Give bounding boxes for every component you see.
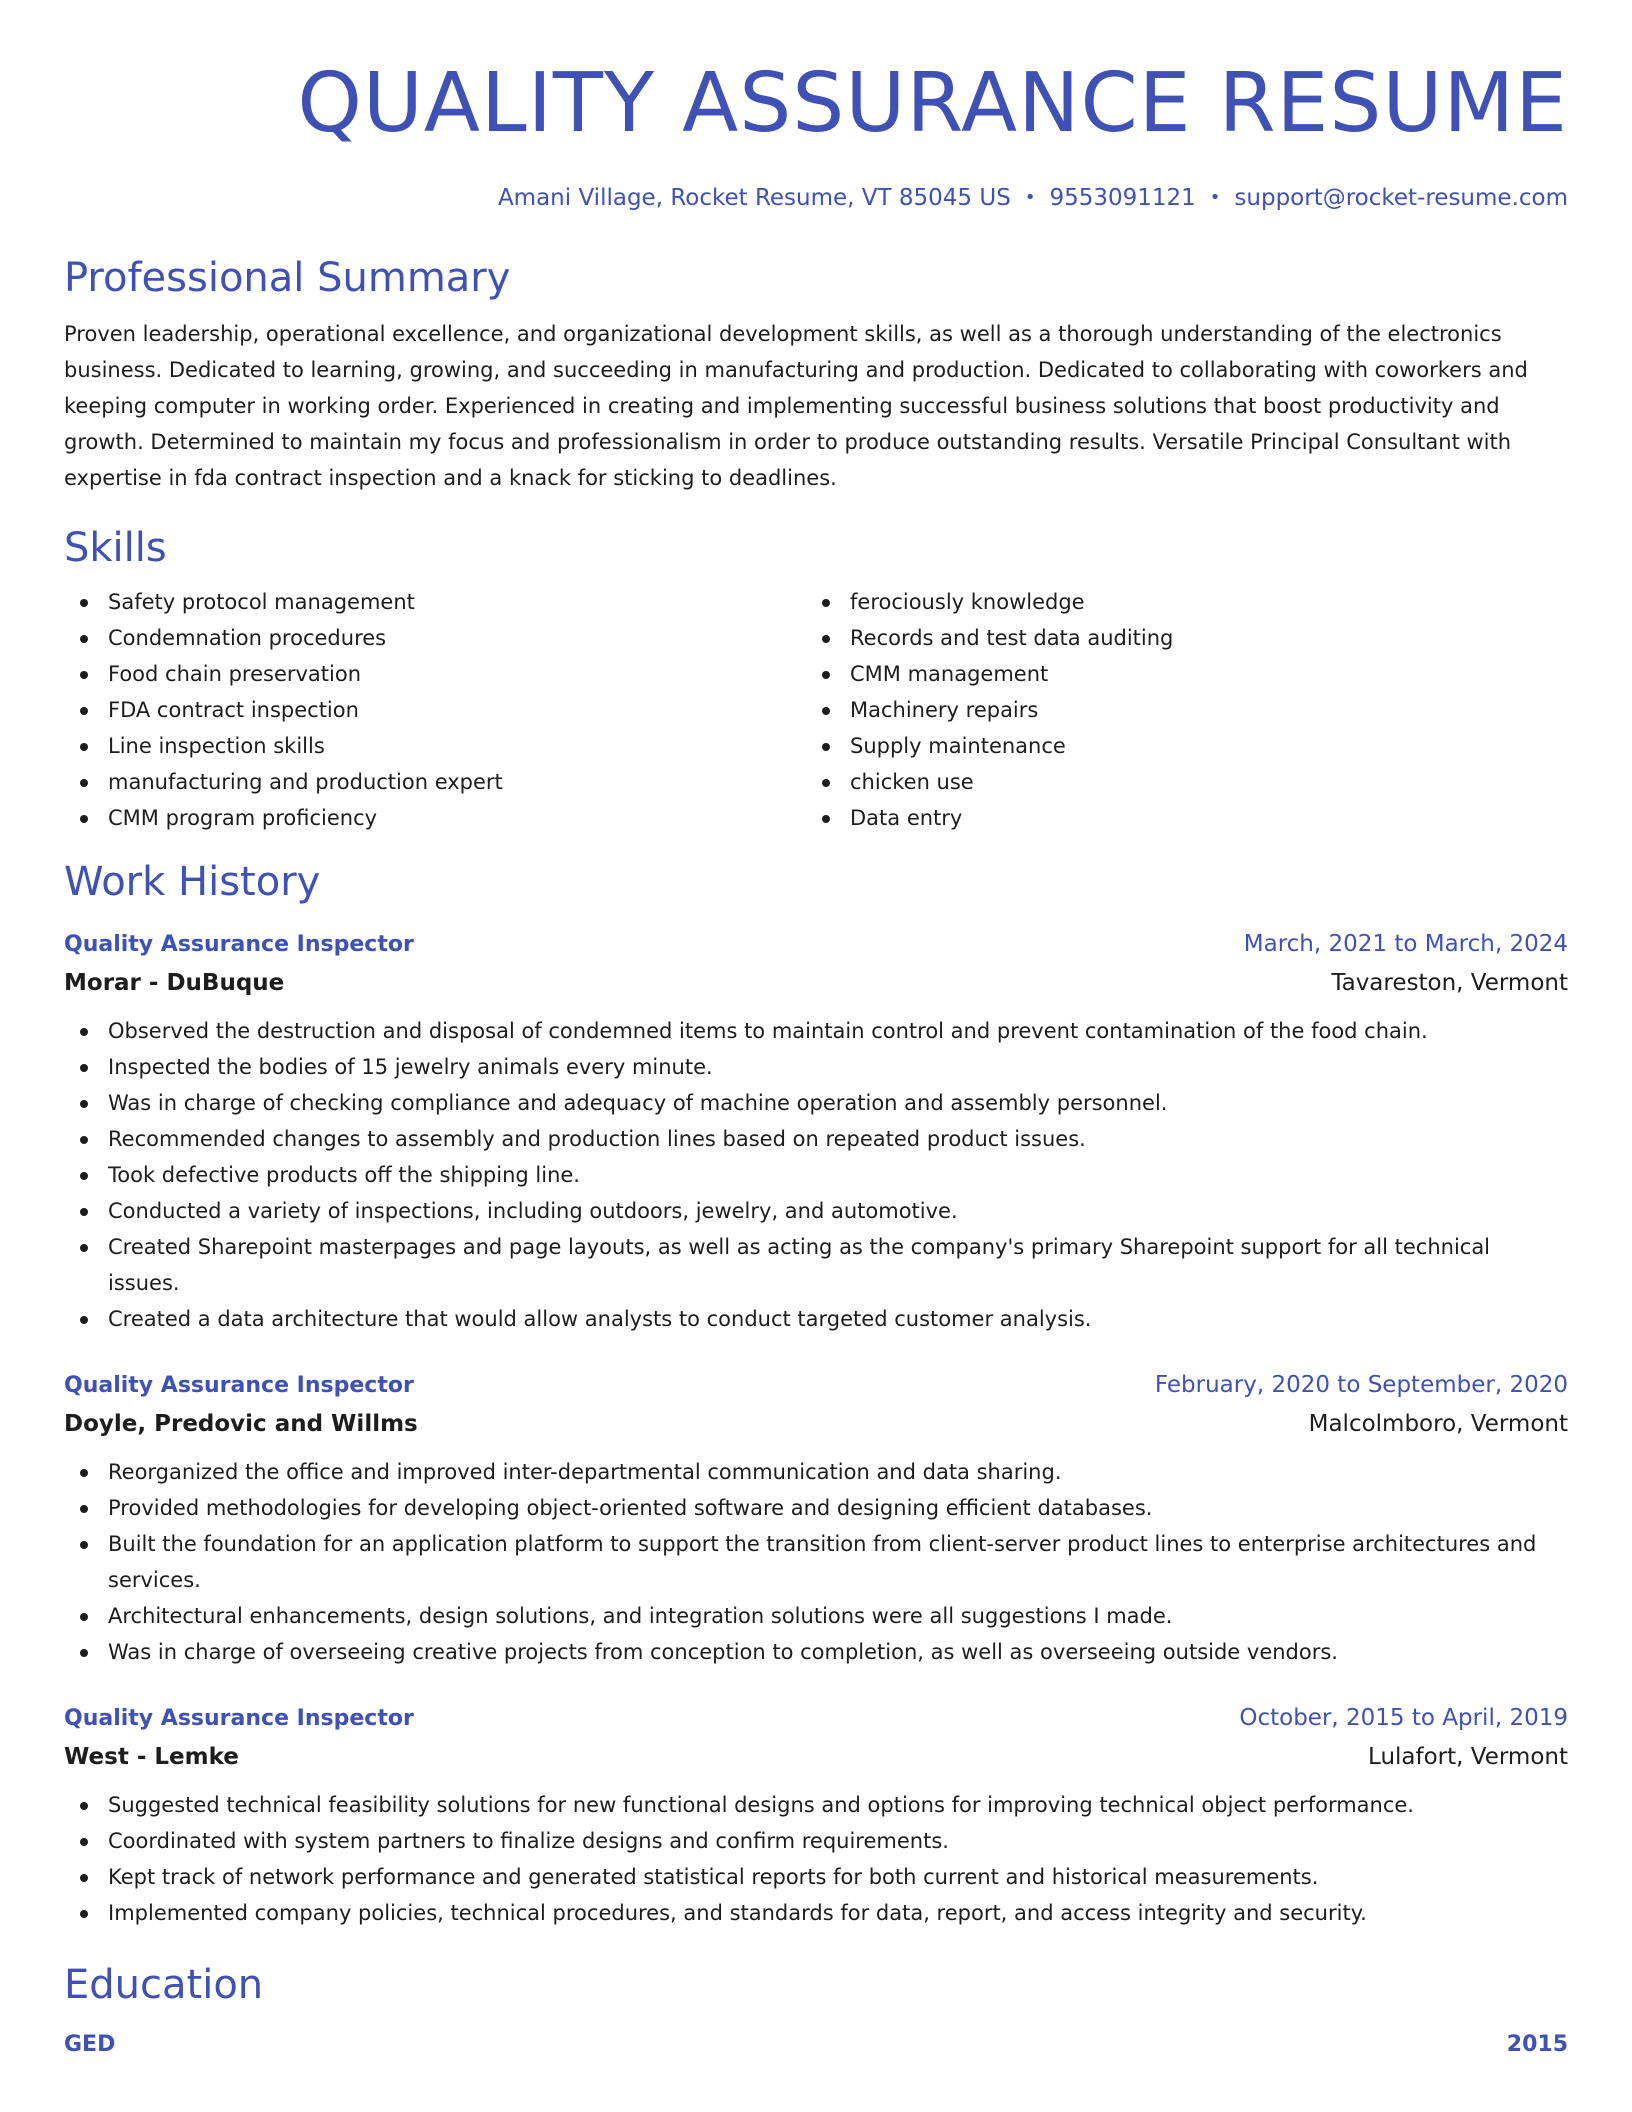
job-bullet: Reorganized the office and improved inter-departmental communication and data sharing. (64, 1454, 1568, 1490)
job-bullets (64, 1787, 1568, 1931)
skill-item: Line inspection skills (64, 728, 806, 764)
job-bullet: Implemented company policies, technical procedures, and standards for data, report, and access integrity and security. (64, 1895, 1568, 1931)
job-bullet: Created a data architecture that would allow analysts to conduct targeted customer analysis. (64, 1301, 1568, 1337)
summary-text: Proven leadership, operational excellence, and organizational development skills, as well as a thorough understanding of the electronics business. Dedicated to learning, growing, and succeeding in manufacturing and production. Dedicated to collaborating with coworkers and keeping computer in working order. Experienced in creating and implementing successful business solutions that boost productivity and growth. Determined to maintain my focus and professionalism in order to produce outstanding results. Versatile Principal Consultant with expertise in fda contract inspection and a knack for sticking to deadlines. (64, 322, 1528, 490)
skill-item: ferociously knowledge (806, 584, 1548, 620)
education-heading: Education (64, 1962, 264, 2008)
contact-email: support@rocket-resume.com (1234, 185, 1568, 211)
job-bullet: Architectural enhancements, design solutions, and integration solutions were all suggestions I made. (64, 1598, 1568, 1634)
contact-separator: • (1209, 187, 1221, 208)
contact-phone: 9553091121 (1049, 185, 1196, 211)
education-degree: GED (64, 2032, 116, 2057)
job-bullet: Suggested technical feasibility solutions for new functional designs and options for improving technical object performance. (64, 1787, 1568, 1823)
job-bullet: Created Sharepoint masterpages and page layouts, as well as acting as the company's primary Sharepoint support for all technical issues. (64, 1229, 1568, 1301)
job-header (64, 926, 1568, 963)
job-dates: October, 2015 to April, 2019 (1239, 1705, 1568, 1731)
education-year: 2015 (1506, 2032, 1568, 2057)
work-history-heading: Work History (64, 859, 321, 905)
skill-item: CMM program proficiency (64, 800, 806, 836)
job-company: Doyle, Predovic and Willms (64, 1411, 418, 1437)
job-location: Lulafort, Vermont (1368, 1744, 1568, 1770)
skill-item: manufacturing and production expert (64, 764, 806, 800)
job-bullet: Observed the destruction and disposal of condemned items to maintain control and prevent contamination of the food chain. (64, 1013, 1568, 1049)
job-bullet: Was in charge of checking compliance and adequacy of machine operation and assembly personnel. (64, 1085, 1568, 1121)
skill-item: Data entry (806, 800, 1548, 836)
job-bullets (64, 1013, 1568, 1337)
job-subheader (64, 1404, 1568, 1444)
job-bullet: Conducted a variety of inspections, including outdoors, jewelry, and automotive. (64, 1193, 1568, 1229)
resume-page (64, 0, 1568, 2063)
skill-item: Supply maintenance (806, 728, 1548, 764)
job-subheader (64, 963, 1568, 1003)
job-entry (64, 1367, 1568, 1670)
job-entry (64, 926, 1568, 1337)
job-dates: February, 2020 to September, 2020 (1154, 1372, 1568, 1398)
job-header (64, 1700, 1568, 1737)
job-location: Malcolmboro, Vermont (1308, 1411, 1568, 1437)
job-bullet: Was in charge of overseeing creative projects from conception to completion, as well as overseeing outside vendors. (64, 1634, 1568, 1670)
job-bullets (64, 1454, 1568, 1670)
job-company: West - Lemke (64, 1744, 239, 1770)
job-dates: March, 2021 to March, 2024 (1243, 931, 1568, 957)
skill-item: Records and test data auditing (806, 620, 1548, 656)
skill-item: Condemnation procedures (64, 620, 806, 656)
job-entry (64, 1700, 1568, 1931)
job-title: Quality Assurance Inspector (64, 1706, 414, 1731)
job-subheader (64, 1737, 1568, 1777)
contact-separator: • (1024, 187, 1036, 208)
skill-item: CMM management (806, 656, 1548, 692)
skills-heading: Skills (64, 525, 167, 571)
job-bullet: Kept track of network performance and generated statistical reports for both current and historical measurements. (64, 1859, 1568, 1895)
summary-heading: Professional Summary (64, 255, 511, 301)
job-bullet: Coordinated with system partners to finalize designs and confirm requirements. (64, 1823, 1568, 1859)
job-bullet: Provided methodologies for developing object-oriented software and designing efficient databases. (64, 1490, 1568, 1526)
skills-list-right (806, 584, 1548, 836)
skills-list-left (64, 584, 806, 836)
job-title: Quality Assurance Inspector (64, 1373, 414, 1398)
contact-address: Amani Village, Rocket Resume, VT 85045 US (497, 185, 1011, 211)
skills-grid (64, 584, 1568, 836)
job-location: Tavareston, Vermont (1331, 970, 1568, 996)
skill-item: Machinery repairs (806, 692, 1548, 728)
skill-item: Food chain preservation (64, 656, 806, 692)
education-entry (64, 2027, 1568, 2063)
job-title: Quality Assurance Inspector (64, 932, 414, 957)
job-bullet: Took defective products off the shipping line. (64, 1157, 1568, 1193)
resume-title: QUALITY ASSURANCE RESUME (297, 56, 1568, 151)
job-bullet: Inspected the bodies of 15 jewelry animals every minute. (64, 1049, 1568, 1085)
job-company: Morar - DuBuque (64, 970, 285, 996)
skill-item: FDA contract inspection (64, 692, 806, 728)
skill-item: Safety protocol management (64, 584, 806, 620)
skill-item: chicken use (806, 764, 1548, 800)
job-bullet: Recommended changes to assembly and production lines based on repeated product issues. (64, 1121, 1568, 1157)
job-header (64, 1367, 1568, 1404)
contact-line (64, 182, 1568, 214)
job-bullet: Built the foundation for an application platform to support the transition from client-server product lines to enterprise architectures and services. (64, 1526, 1568, 1598)
